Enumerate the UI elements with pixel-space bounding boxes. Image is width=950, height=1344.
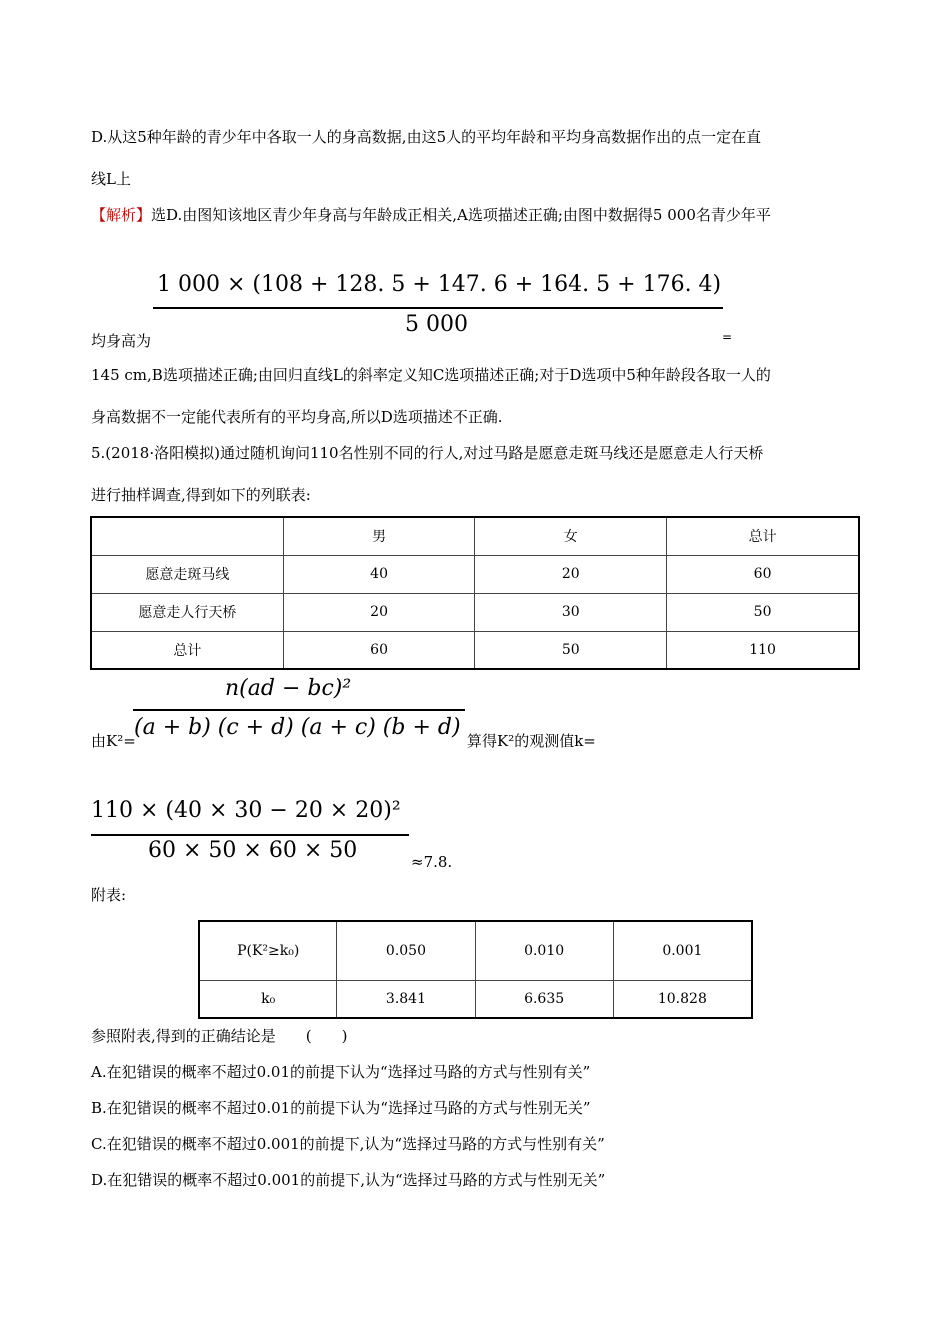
table-cell: 50 [667, 593, 859, 631]
table-cell: 男 [283, 517, 475, 555]
mean-fraction-bar [153, 307, 723, 309]
table-cell: 10.828 [613, 980, 752, 1018]
table-cell: 6.635 [475, 980, 613, 1018]
table-row [199, 921, 752, 980]
table-cell: 愿意走人行天桥 [91, 593, 283, 631]
table-cell: 总计 [667, 517, 859, 555]
analysis-line4: 身高数据不一定能代表所有的平均身高,所以D选项描述不正确. [91, 408, 503, 426]
table-cell [91, 517, 283, 555]
table-header-row [91, 517, 859, 555]
table-cell: k₀ [199, 980, 337, 1018]
table-cell: 60 [667, 555, 859, 593]
table-cell: 3.841 [337, 980, 475, 1018]
table-cell: 110 [667, 631, 859, 669]
k2-prefix: 由K²= [91, 732, 136, 750]
option-d-prev-line2: 线L上 [91, 170, 131, 188]
table-cell: 女 [475, 517, 667, 555]
table-cell: 60 [283, 631, 475, 669]
table-cell: 30 [475, 593, 667, 631]
contingency-table [90, 516, 860, 670]
calc-bar [91, 834, 409, 836]
analysis-equals: = [722, 330, 733, 344]
k2-suffix: 算得K²的观测值k= [467, 732, 596, 750]
analysis-prefix: 均身高为 [91, 332, 152, 350]
critical-value-table [198, 920, 753, 1019]
calc-numerator: 110 × (40 × 30 − 20 × 20)² [91, 798, 401, 823]
question-prompt: 参照附表,得到的正确结论是 ( ) [91, 1027, 348, 1045]
k2-formula-numerator: n(ad − bc)² [225, 676, 352, 701]
analysis-text: 选D.由图知该地区青少年身高与年龄成正相关,A选项描述正确;由图中数据得5 000名青少年平 [151, 206, 771, 224]
option-a: A.在犯错误的概率不超过0.01的前提下认为“选择过马路的方式与性别有关” [91, 1063, 591, 1081]
table-row [91, 555, 859, 593]
analysis-tag: 【解析】 [91, 206, 152, 224]
table-cell: 总计 [91, 631, 283, 669]
calc-result: ≈7.8. [411, 853, 453, 871]
option-d-prev-line1: D.从这5种年龄的青少年中各取一人的身高数据,由这5人的平均年龄和平均身高数据作出的点一定在直 [91, 128, 762, 146]
calc-denominator: 60 × 50 × 60 × 50 [148, 838, 358, 863]
table-cell: 20 [475, 555, 667, 593]
table-cell: 0.001 [613, 921, 752, 980]
q5-line2: 进行抽样调查,得到如下的列联表: [91, 486, 311, 504]
option-c: C.在犯错误的概率不超过0.001的前提下,认为“选择过马路的方式与性别有关” [91, 1135, 605, 1153]
table-cell: 40 [283, 555, 475, 593]
k2-formula-bar [133, 709, 465, 711]
table-row [199, 980, 752, 1018]
table-cell: 0.010 [475, 921, 613, 980]
analysis-line3: 145 cm,B选项描述正确;由回归直线L的斜率定义知C选项描述正确;对于D选项中5种年龄段各取一人的 [91, 366, 771, 384]
k2-formula-denominator: (a + b) (c + d) (a + c) (b + d) [134, 715, 461, 740]
table-row [91, 593, 859, 631]
mean-fraction-numerator: 1 000 × (108 + 128. 5 + 147. 6 + 164. 5 + 176. 4) [157, 272, 722, 297]
mean-fraction-denominator: 5 000 [405, 312, 468, 337]
table-row [91, 631, 859, 669]
table-cell: 20 [283, 593, 475, 631]
option-b: B.在犯错误的概率不超过0.01的前提下认为“选择过马路的方式与性别无关” [91, 1099, 591, 1117]
table-cell: 50 [475, 631, 667, 669]
table-cell: P(K²≥k₀) [199, 921, 337, 980]
option-d: D.在犯错误的概率不超过0.001的前提下,认为“选择过马路的方式与性别无关” [91, 1171, 606, 1189]
table-cell: 0.050 [337, 921, 475, 980]
appendix-label: 附表: [91, 886, 127, 904]
analysis-line1 [91, 204, 771, 225]
q5-line1: 5.(2018·洛阳模拟)通过随机询问110名性别不同的行人,对过马路是愿意走斑马线还是愿意走人行天桥 [91, 444, 764, 462]
table-cell: 愿意走斑马线 [91, 555, 283, 593]
